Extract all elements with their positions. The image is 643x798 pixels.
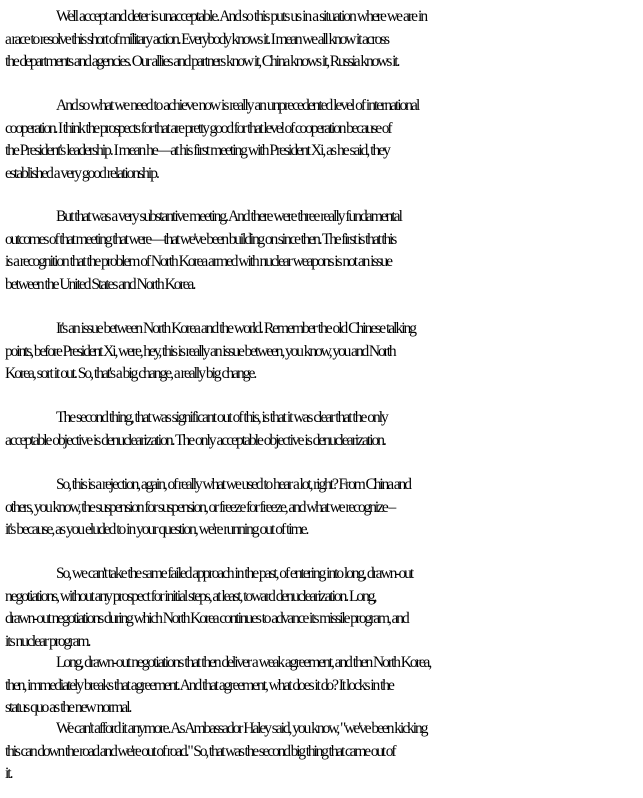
- text-line: points, before President Xi, were, hey, this is really an issue between, you know, you and North: [5, 342, 395, 360]
- text-line: And so what we need to achieve now is really an unprecedented level of international: [56, 97, 419, 114]
- text-line: a race to resolve this short of military action. Everybody knows it. I mean we all know it across: [5, 30, 388, 48]
- text-line: the President's leadership. I mean he—at his first meeting with President Xi, as he said, they: [5, 142, 389, 159]
- paragraph-1: [5, 6, 640, 74]
- text-line: The second thing, that was significant out of this, is that it was clear that the only: [56, 409, 387, 426]
- paragraph-5: [5, 407, 640, 452]
- text-line: Well accept and deter is unacceptable. And so this puts us in a situation where we are in: [56, 8, 427, 25]
- text-line: between the United States and North Korea.: [5, 275, 195, 293]
- text-line: Long, drawn-out negotiations that then deliver a weak agreement, and then North Korea,: [56, 654, 431, 671]
- text-line: So, this is a rejection, again, of really what we used to hear a lot, right? From China and: [56, 476, 410, 493]
- text-line: Korea, sort it out. So, that's a big change, a really big change.: [5, 365, 256, 382]
- text-line: its nuclear program.: [5, 632, 90, 650]
- text-line: it's because, as you eluded to in your question, we're running out of time.: [5, 521, 308, 538]
- paragraph-9: [5, 718, 640, 786]
- text-line: others, you know, the suspension for suspension, or freeze for freeze, and what we recognize –: [5, 498, 395, 516]
- text-line: the departments and agencies. Our allies and partners know it, China knows it, Russia knows it.: [5, 53, 399, 70]
- text-line: So, we can't take the same failed approach in the past, of entering into long, drawn-out: [56, 565, 413, 582]
- text-line: It's an issue between North Korea and the world. Remember the old Chinese talking: [56, 320, 416, 337]
- paragraph-8: [5, 652, 640, 720]
- text-line: cooperation. I think the prospects for that are pretty good for that level of cooperation because of: [5, 119, 391, 137]
- paragraph-6: [5, 474, 640, 542]
- paragraph-2: [5, 95, 640, 185]
- text-line: then, immediately breaks that agreement. And that agreement, what does it do? It locks in the: [5, 676, 393, 694]
- text-line: acceptable objective is denuclearization. The only acceptable objective is denuclearization.: [5, 431, 385, 449]
- text-line: is a recognition that the problem of North Korea armed with nuclear weapons is not an issue: [5, 253, 391, 270]
- text-line: status quo as the new normal.: [5, 699, 131, 716]
- paragraph-3: [5, 206, 640, 296]
- text-line: But that was a very substantive meeting. And there were three really fundamental: [56, 208, 401, 225]
- text-line: outcomes of that meeting that were—that we've been building on since then. The first is that this: [5, 230, 396, 248]
- text-line: We can't afford it anymore. As Ambassador Haley said, you know, "we've been kicking: [56, 720, 427, 737]
- text-line: this can down the road and we're out of road." So, that was the second big thing that came out of: [5, 742, 395, 760]
- text-line: negotiations, without any prospect for initial steps, at least, toward denuclearization. Long,: [5, 587, 376, 605]
- text-line: established a very good relationship.: [5, 164, 158, 182]
- text-line: it.: [5, 765, 12, 782]
- paragraph-4: [5, 318, 640, 386]
- paragraph-7: [5, 563, 640, 653]
- text-line: drawn-out negotiations during which North Korea continues to advance its missile program, and: [5, 610, 408, 627]
